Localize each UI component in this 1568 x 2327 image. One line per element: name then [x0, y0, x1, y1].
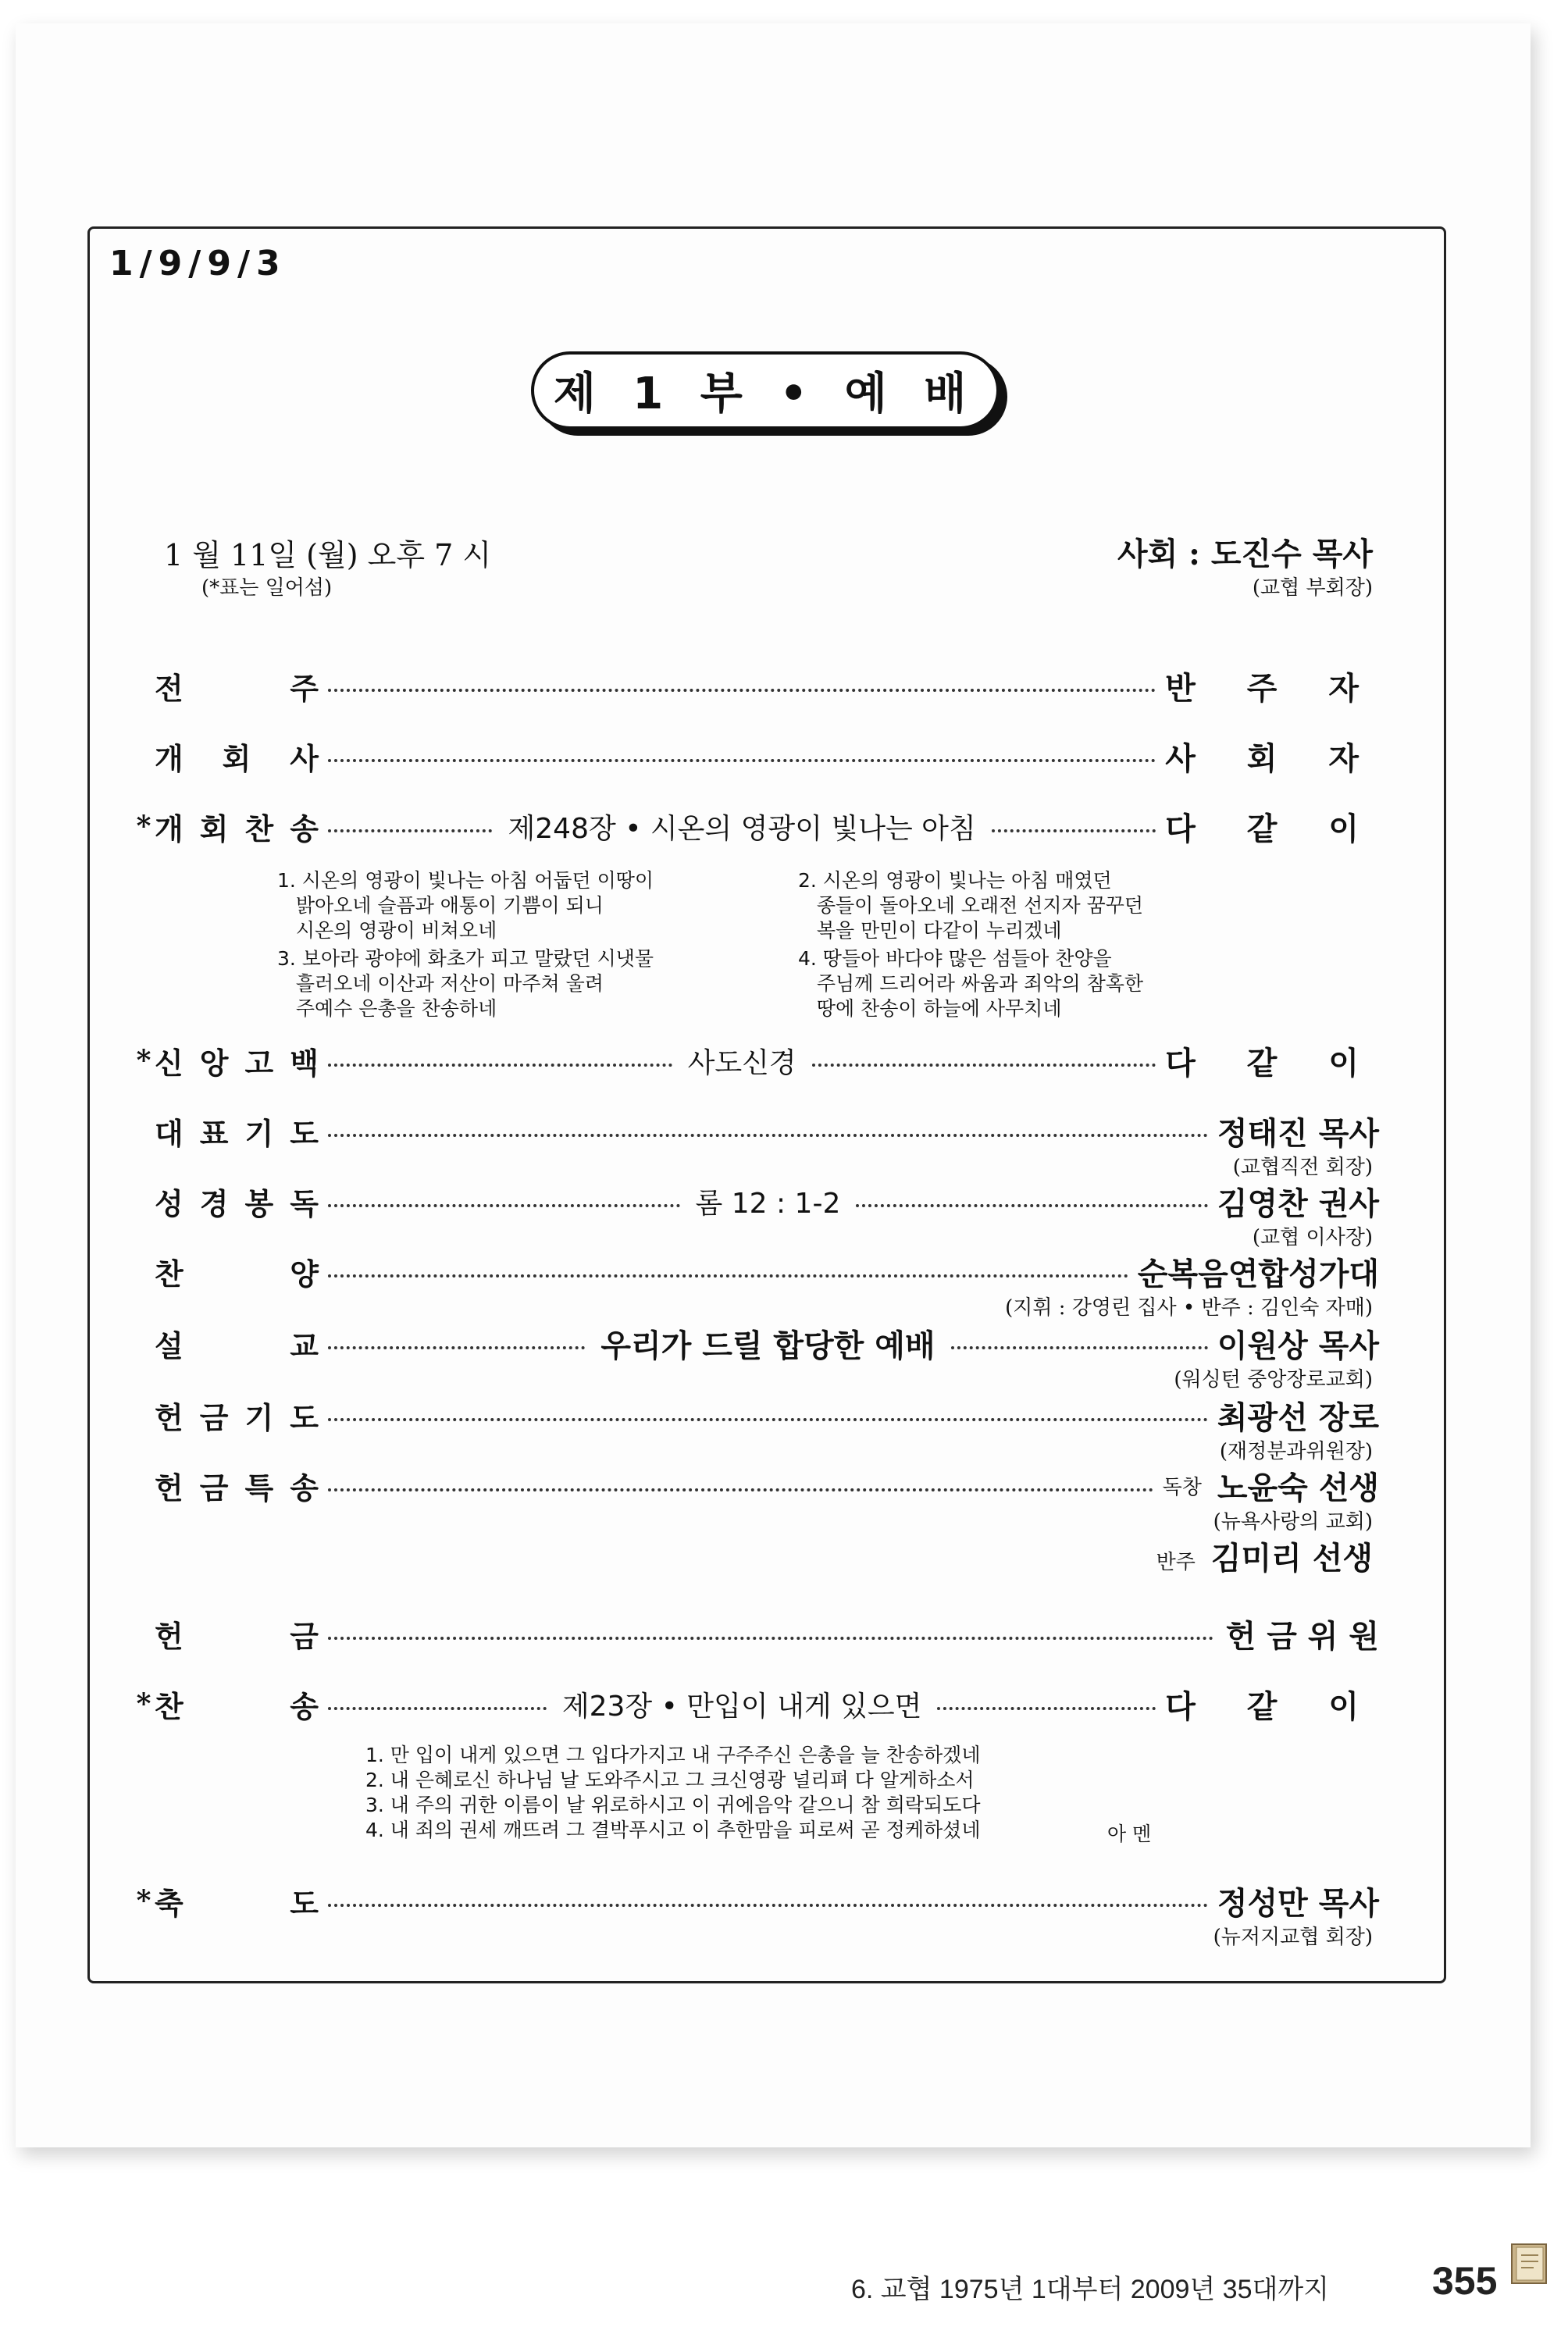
year-heading: 1/9/9/3	[109, 244, 287, 283]
dot-leader	[328, 689, 1156, 692]
dot-leader	[328, 1707, 547, 1710]
banner-title: 제 1 부 • 예 배	[553, 369, 978, 419]
hymn248-verse-3: 3. 보아라 광야에 화초가 피고 말랐던 시냇물 흘러오네 이산과 저산이 마주쳐 울려 주예수 은총을 찬송하네	[277, 947, 654, 1020]
program-item-label: 헌 금	[155, 1618, 319, 1654]
hymn248-verse-2: 2. 시온의 영광이 빛나는 아침 매였던 종들이 돌아오네 오래전 선지자 꿈꾸던 복을 만민이 다같이 누리겠네	[798, 869, 1144, 942]
dot-leader	[856, 1204, 1208, 1207]
section-banner	[531, 351, 1000, 429]
leader-role: (재정분과위원장)	[1219, 1440, 1373, 1463]
program-item-detail: 사도신경	[687, 1046, 796, 1079]
program-item-detail: 제248장 • 시온의 영광이 빛나는 아침	[508, 812, 976, 845]
dot-leader	[328, 1488, 1153, 1491]
hymn248-verse-4: 4. 땅들아 바다야 많은 섬들아 찬양을 주님께 드리어라 싸움과 죄악의 참혹한 땅에 찬송이 하늘에 사무치네	[798, 947, 1144, 1020]
standing-note: (*표는 일어섬)	[201, 576, 333, 600]
program-item-leader: 최광선 장로	[1217, 1399, 1379, 1436]
program-row	[133, 1321, 1379, 1365]
leader-role: (교협직전 회장)	[1232, 1156, 1373, 1179]
program-row	[133, 1612, 1379, 1655]
program-item-label: 대 표 기 도	[155, 1115, 319, 1151]
leader-role: (뉴저지교협 회장)	[1213, 1926, 1373, 1949]
host-role: (교협 부회장)	[1252, 576, 1373, 600]
leader-role: (교협 이사장)	[1252, 1226, 1373, 1249]
program-item-detail: 우리가 드릴 합당한 예배	[600, 1327, 935, 1364]
dot-leader	[328, 1637, 1213, 1640]
program-item-leader: 다 같 이	[1165, 1687, 1380, 1725]
standing-marker: *	[136, 810, 151, 843]
program-item-leader: 김영찬 권사	[1217, 1185, 1380, 1222]
program-item-label: 신 앙 고 백	[155, 1045, 319, 1081]
program-row	[133, 1039, 1379, 1082]
accompanist-name: 김미리 선생	[1210, 1540, 1373, 1577]
program-item-label: 성 경 봉 독	[155, 1185, 319, 1221]
program-row	[133, 734, 1379, 778]
page-number: 355	[1432, 2259, 1498, 2303]
program-item-label: 헌 금 특 송	[155, 1470, 319, 1506]
standing-marker: *	[136, 1687, 151, 1720]
dot-leader	[951, 1346, 1208, 1349]
program-item-label: 설 교	[155, 1327, 319, 1363]
program-item-label: 개 회 사	[155, 740, 319, 776]
program-item-leader: 정태진 목사	[1217, 1114, 1379, 1152]
program-row	[133, 1109, 1379, 1153]
leader-role: (지휘 : 강영린 집사 • 반주 : 김인숙 자매)	[1005, 1296, 1373, 1320]
hymn248-verse-1: 1. 시온의 영광이 빛나는 아침 어둡던 이땅이 밝아오네 슬픔과 애통이 기쁨이 되니 시온의 영광이 비쳐오네	[277, 869, 654, 942]
performer-type: 독창	[1162, 1475, 1202, 1499]
dot-leader	[328, 1418, 1208, 1421]
dot-leader	[812, 1064, 1156, 1067]
dot-leader	[328, 1274, 1128, 1278]
hymn23-verses: 1. 만 입이 내게 있으면 그 입다가지고 내 구주주신 은총을 늘 찬송하겠네 2. 내 은혜로신 하나님 날 도와주시고 그 크신영광 널리펴 다 알게하소서 3. 내 주의 귀한 이름이 날 위로하시고 이 귀에음악 같으니 참 희락되도다 4. 내 죄의 권세 깨뜨려 그 결박푸시고 이 추한맘을 피로써 곧 정케하셨네	[365, 1744, 981, 1841]
dot-leader	[937, 1707, 1156, 1710]
dot-leader	[328, 1904, 1208, 1907]
program-item-label: 개 회 찬 송	[155, 811, 319, 846]
program-item-detail: 롬 12 : 1-2	[695, 1187, 841, 1220]
dot-leader	[328, 1204, 680, 1207]
program-row	[133, 1879, 1379, 1923]
dot-leader	[328, 759, 1156, 762]
dot-leader	[328, 1346, 585, 1349]
program-item-leader: 정성만 목사	[1217, 1884, 1379, 1922]
program-item-leader: 이원상 목사	[1217, 1327, 1380, 1364]
book-icon	[1507, 2238, 1554, 2288]
program-item-leader: 반 주 자	[1165, 669, 1379, 707]
leader-role: (뉴욕사랑의 교회)	[1213, 1510, 1373, 1534]
program-item-leader: 헌 금 위 원	[1225, 1617, 1379, 1655]
dot-leader	[328, 829, 492, 832]
program-row	[133, 1682, 1379, 1726]
program-row	[133, 804, 1379, 848]
program-item-label: 축 도	[155, 1885, 319, 1921]
program-row	[133, 1249, 1379, 1293]
dot-leader	[328, 1134, 1208, 1137]
dot-leader	[328, 1064, 672, 1067]
program-row	[133, 1179, 1379, 1223]
dot-leader	[992, 829, 1156, 832]
program-item-leader: 다 같 이	[1165, 1044, 1380, 1082]
program-item-detail: 제23장 • 만입이 내게 있으면	[561, 1690, 922, 1723]
program-item-leader: 순복음연합성가대	[1137, 1255, 1379, 1292]
performer-type: 반주	[1156, 1551, 1196, 1574]
standing-marker: *	[136, 1044, 151, 1077]
program-item-label: 전 주	[155, 670, 319, 706]
program-item-label: 찬 양	[155, 1256, 319, 1292]
program-item-leader: 노윤숙 선생	[1217, 1469, 1379, 1506]
leader-role: (워싱턴 중앙장로교회)	[1174, 1368, 1373, 1392]
accompanist	[1156, 1534, 1373, 1578]
program-row	[133, 1393, 1379, 1437]
footer-title: 6. 교협 1975년 1대부터 2009년 35대까지	[851, 2275, 1330, 2304]
standing-marker: *	[136, 1884, 151, 1917]
program-item-leader: 다 같 이	[1165, 810, 1380, 847]
host-name: 사회 : 도진수 목사	[1117, 536, 1373, 572]
program-item-label: 찬 송	[155, 1688, 319, 1724]
program-row	[133, 664, 1379, 707]
program-item-leader: 사 회 자	[1165, 739, 1379, 777]
service-date: 1 월 11일 (월) 오후 7 시	[164, 538, 492, 572]
program-row	[133, 1463, 1379, 1507]
amen: 아 멘	[1107, 1823, 1152, 1845]
program-item-label: 헌 금 기 도	[155, 1399, 319, 1435]
